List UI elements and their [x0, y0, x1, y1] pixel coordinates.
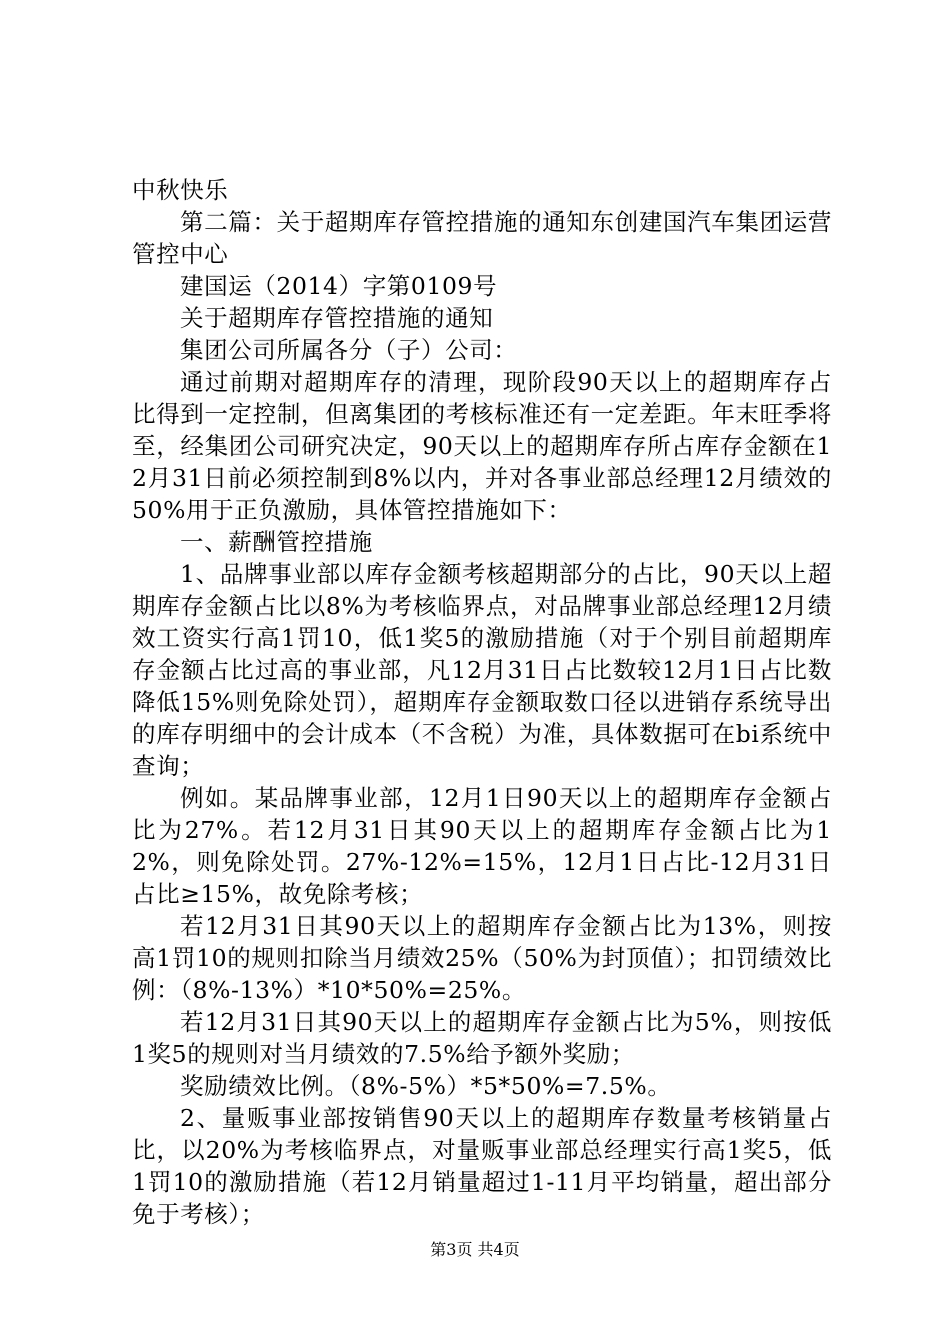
paragraph-reward-case: 若12月31日其90天以上的超期库存金额占比为5%，则按低1奖5的规则对当月绩效的7.5%给予额外奖励； [132, 1008, 832, 1068]
paragraph-notice-title: 关于超期库存管控措施的通知 [180, 304, 494, 332]
paragraph-reward-ratio: 奖励绩效比例。（8%-5%）*5*50%=7.5%。 [180, 1072, 672, 1100]
paragraph-greeting: 中秋快乐 [132, 176, 229, 204]
page-number-footer: 第3页 共4页 [430, 1240, 520, 1259]
paragraph-chapter-title: 第二篇：关于超期库存管控措施的通知东创建国汽车集团运营管控中心 [132, 208, 832, 268]
paragraph-example: 例如。某品牌事业部，12月1日90天以上的超期库存金额占比为27%。若12月31日其90天以上的超期库存金额占比为12%，则免除处罚。27%-12%=15%，12月1日占比-12月31日占比≥15%，故免除考核； [132, 784, 832, 908]
paragraph-document-number: 建国运（2014）字第0109号 [180, 272, 498, 300]
paragraph-item-1: 1、品牌事业部以库存金额考核超期部分的占比，90天以上超期库存金额占比以8%为考核临界点，对品牌事业部总经理12月绩效工资实行高1罚10，低1奖5的激励措施（对于个别目前超期库存金额占比过高的事业部，凡12月31日占比数较12月1日占比数降低15%则免除处罚），超期库存金额取数口径以进销存系统导出的库存明细中的会计成本（不含税）为准，具体数据可在bi系统中查询； [132, 560, 832, 780]
document-body [132, 174, 832, 1230]
paragraph-intro: 通过前期对超期库存的清理，现阶段90天以上的超期库存占比得到一定控制，但离集团的考核标准还有一定差距。年末旺季将至，经集团公司研究决定，90天以上的超期库存所占库存金额在12月31日前必须控制到8%以内，并对各事业部总经理12月绩效的50%用于正负激励，具体管控措施如下： [132, 368, 832, 524]
paragraph-section-heading: 一、薪酬管控措施 [180, 528, 373, 556]
paragraph-penalty-case: 若12月31日其90天以上的超期库存金额占比为13%，则按高1罚10的规则扣除当月绩效25%（50%为封顶值）；扣罚绩效比例：（8%-13%）*10*50%=25%。 [132, 912, 832, 1004]
paragraph-item-2: 2、量贩事业部按销售90天以上的超期库存数量考核销量占比，以20%为考核临界点，对量贩事业部总经理实行高1奖5，低1罚10的激励措施（若12月销量超过1-11月平均销量，超出部分免于考核）； [132, 1104, 832, 1228]
paragraph-addressee: 集团公司所属各分（子）公司： [180, 336, 518, 364]
